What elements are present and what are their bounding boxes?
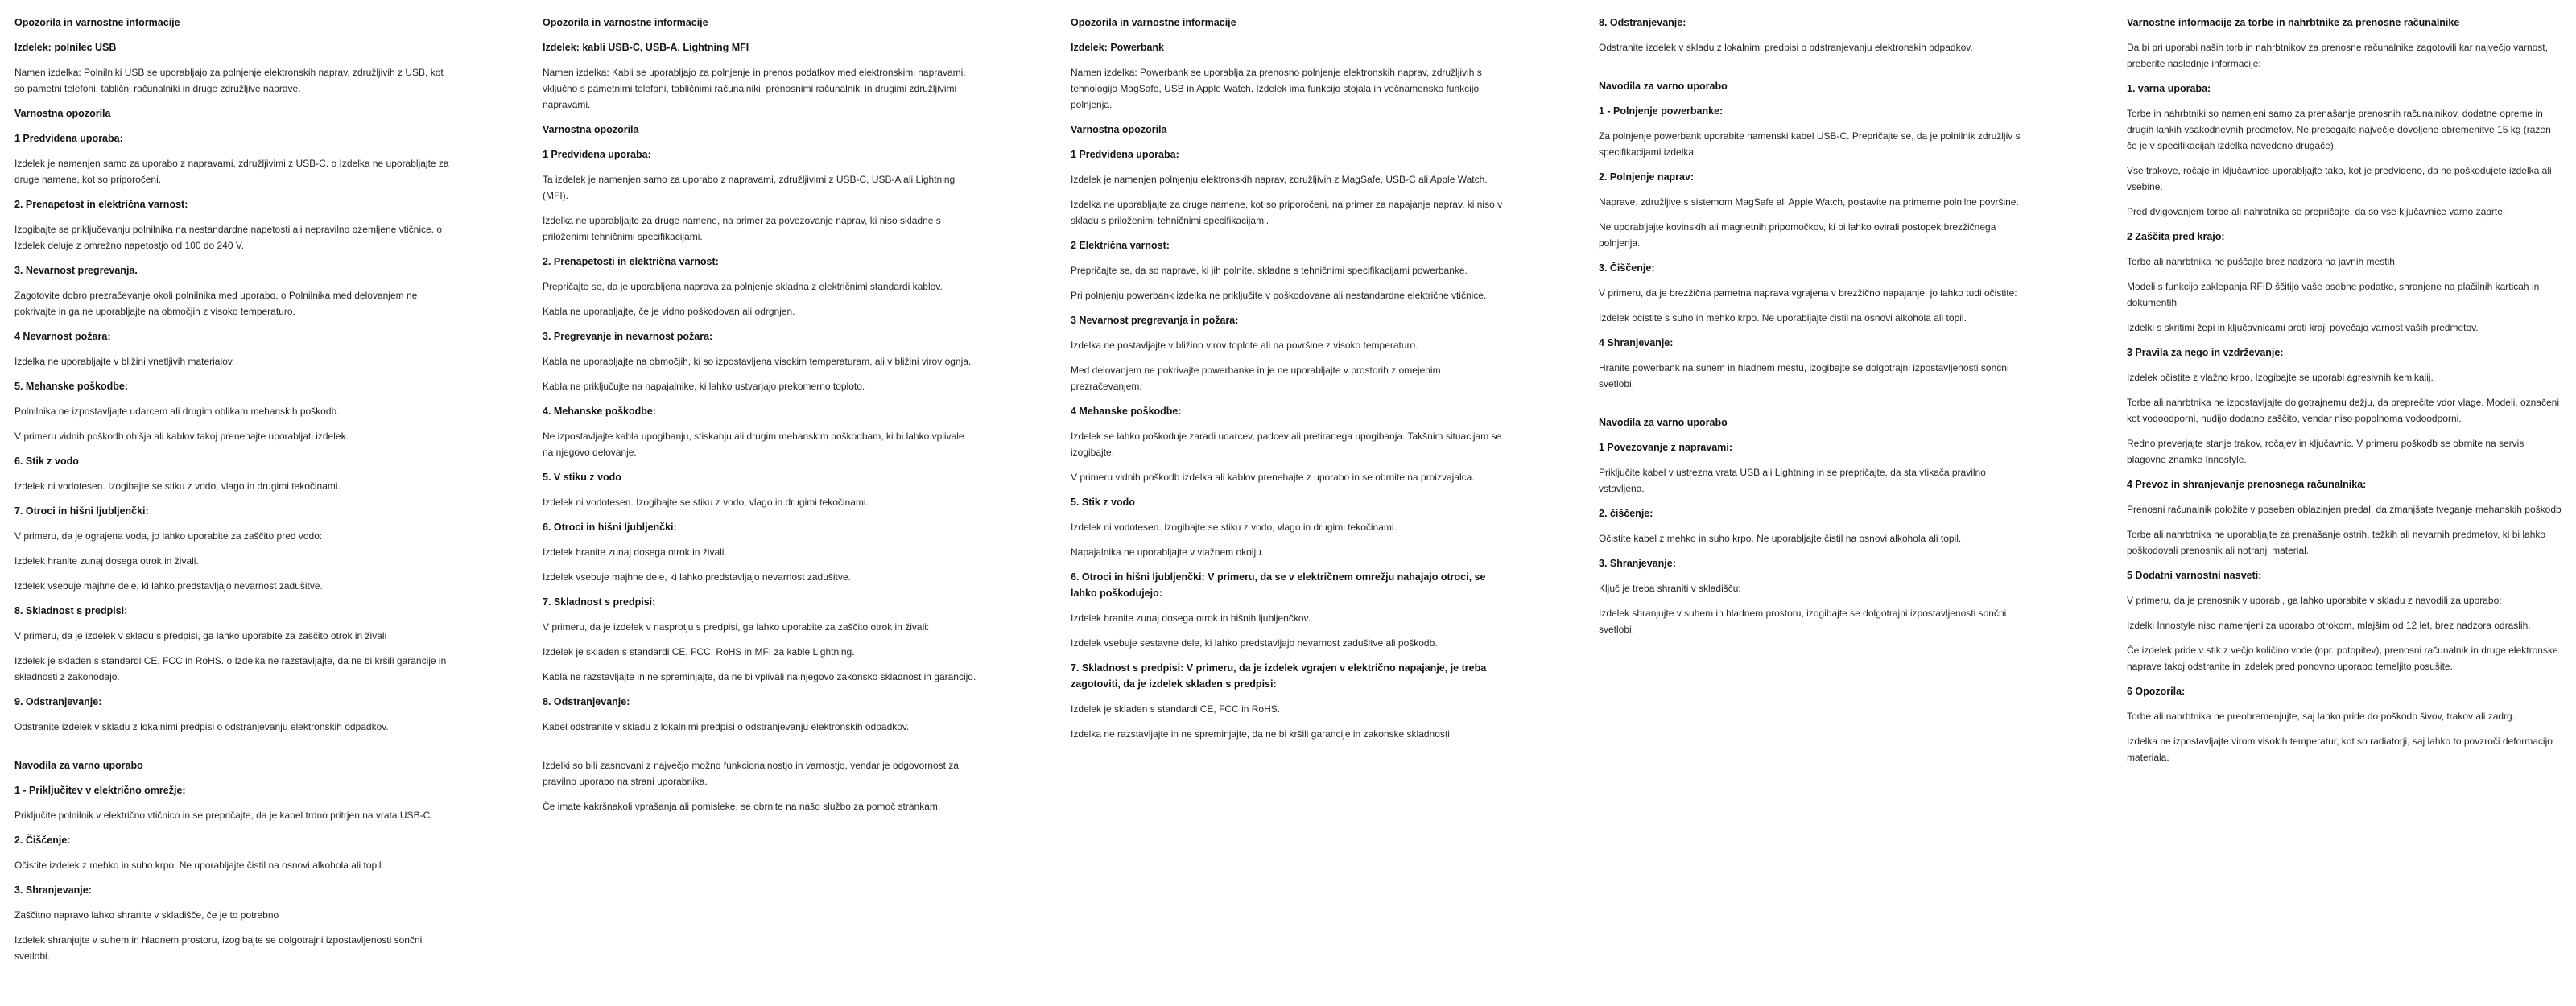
body-paragraph: Izdelek vsebuje sestavne dele, ki lahko predstavljajo nevarnost zadušitve ali poškodb. [1071, 637, 1438, 649]
section-heading: Opozorila in varnostne informacije [543, 17, 708, 28]
body-paragraph: Zaščitno napravo lahko shranite v skladišče, če je to potrebno [14, 909, 279, 921]
body-paragraph: Priključite polnilnik v električno vtičnico in se prepričajte, da je kabel trdno pritrjen na vrata USB-C. [14, 810, 433, 821]
body-paragraph: Redno preverjajte stanje trakov, ročajev in ključavnic. V primeru poškodb se obrnite na servis blagovne znamke Innostyle. [2127, 438, 2524, 465]
body-paragraph: Kabla ne priključujte na napajalnike, ki lahko ustvarjajo prekomerno toploto. [543, 381, 865, 392]
column-charger-usb [14, 14, 449, 973]
body-paragraph: Torbe ali nahrbtnika ne uporabljajte za prenašanje ostrih, težkih ali nevarnih predmetov, ki bi lahko poškodovali prenosnik ali notranji material. [2127, 529, 2546, 556]
body-paragraph: V primeru vidnih poškodb ohišja ali kablov takoj prenehajte uporabljati izdelek. [14, 431, 349, 442]
section-heading: 2. Čiščenje: [14, 835, 71, 846]
section-heading: 2. čiščenje: [1599, 508, 1653, 519]
section-gap [1599, 64, 2033, 78]
body-paragraph: Namen izdelka: Powerbank se uporablja za prenosno polnjenje elektronskih naprav, združljivih s tehnologijo MagSafe, USB in Apple Watch. Izdelek ima funkcijo stojala in večnamensko funkcijo polnjenja. [1071, 67, 1482, 110]
body-paragraph: Izdelki s skritimi žepi in ključavnicami proti kraji povečajo varnost vaših predmetov. [2127, 322, 2479, 333]
body-paragraph: Prepričajte se, da so naprave, ki jih polnite, skladne s tehničnimi specifikacijami powerbanke. [1071, 265, 1468, 276]
section-heading: Izdelek: kabli USB-C, USB-A, Lightning MFI [543, 42, 749, 53]
section-heading: 2 Zaščita pred krajo: [2127, 231, 2225, 242]
body-paragraph: Ne izpostavljajte kabla upogibanju, stiskanju ali drugim mehanskim poškodbam, ki bi lahko vplivale na njegovo delovanje. [543, 431, 964, 458]
body-paragraph: V primeru, da je izdelek v nasprotju s predpisi, ga lahko uporabite za zaščito otrok in živali: [543, 621, 930, 633]
body-paragraph: Namen izdelka: Polnilniki USB se uporabljajo za polnjenje elektronskih naprav, združljivih z USB, kot so pametni telefoni, tablični računalniki in druge združljive naprave. [14, 67, 444, 94]
section-heading: 8. Skladnost s predpisi: [14, 605, 128, 616]
body-paragraph: Izdelki so bili zasnovani z največjo možno funkcionalnostjo in varnostjo, vendar je odgovornost za pravilno uporabo na strani uporabnika. [543, 760, 959, 787]
body-paragraph: Hranite powerbank na suhem in hladnem mestu, izogibajte se dolgotrajni izpostavljenosti sončni svetlobi. [1599, 362, 2009, 390]
body-paragraph: Prenosni računalnik položite v poseben oblazinjen predal, da zmanjšate tveganje mehanskih poškodb [2127, 504, 2562, 515]
body-paragraph: Izdelek vsebuje majhne dele, ki lahko predstavljajo nevarnost zadušitve. [14, 580, 323, 592]
body-paragraph: V primeru vidnih poškodb izdelka ali kablov prenehajte z uporabo in se obrnite na proizvajalca. [1071, 472, 1475, 483]
body-paragraph: Izdelka ne uporabljajte za druge namene, kot so priporočeni, na primer za napajanje naprav, ki niso v skladu s priloženimi tehničnimi specifikacijami. [1071, 199, 1503, 226]
body-paragraph: Med delovanjem ne pokrivajte powerbanke in je ne uporabljajte v prostorih z omejenim prezračevanjem. [1071, 365, 1441, 392]
body-paragraph: Kabel odstranite v skladu z lokalnimi predpisi o odstranjevanju elektronskih odpadkov. [543, 721, 910, 732]
body-paragraph: Če izdelek pride v stik z večjo količino vode (npr. potopitev), prenosni računalnik in druge elektronske naprave takoj odstranite in izdelek pred ponovno uporabo temeljito posušite. [2127, 645, 2558, 672]
section-gap [543, 744, 977, 757]
section-heading: 1 Predvidena uporaba: [543, 149, 651, 160]
section-heading: 5 Dodatni varnostni nasveti: [2127, 570, 2262, 581]
body-paragraph: Odstranite izdelek v skladu z lokalnimi predpisi o odstranjevanju elektronskih odpadkov. [1599, 42, 1973, 53]
section-heading: 7. Skladnost s predpisi: [543, 596, 656, 608]
body-paragraph: Kabla ne uporabljajte na območjih, ki so izpostavljena visokim temperaturam, ali v bližini virov ognja. [543, 356, 972, 367]
body-paragraph: Izdelek je namenjen samo za uporabo z napravami, združljivimi z USB-C. o Izdelka ne uporabljajte za druge namene, kot so priporočeni. [14, 158, 449, 185]
section-heading: 6. Otroci in hišni ljubljenčki: [543, 522, 677, 533]
body-paragraph: Izdelka ne izpostavljajte virom visokih temperatur, kot so radiatorji, saj lahko to povzroči deformacijo materiala. [2127, 736, 2553, 763]
body-paragraph: Zagotovite dobro prezračevanje okoli polnilnika med uporabo. o Polnilnika med delovanjem ne pokrivajte in ga ne uporabljajte na območjih z visoko temperaturo. [14, 290, 418, 317]
section-heading: 1 Povezovanje z napravami: [1599, 442, 1733, 453]
section-heading: Opozorila in varnostne informacije [14, 17, 180, 28]
body-paragraph: Izdelka ne postavljajte v bližino virov toplote ali na površine z visoko temperaturo. [1071, 340, 1418, 351]
section-heading: 7. Skladnost s predpisi: V primeru, da je izdelek vgrajen v električno napajanje, je treba zagotoviti, da je izdelek skladen s predpisi: [1071, 662, 1487, 690]
section-heading: 4 Prevoz in shranjevanje prenosnega računalnika: [2127, 479, 2367, 490]
section-heading: 1 Predvidena uporaba: [14, 133, 123, 144]
body-paragraph: Izdelek je namenjen polnjenju elektronskih naprav, združljivih z MagSafe, USB-C ali Apple Watch. [1071, 174, 1488, 185]
section-heading: Navodila za varno uporabo [1599, 417, 1728, 428]
section-heading: 5. Stik z vodo [1071, 497, 1135, 508]
body-paragraph: Naprave, združljive s sistemom MagSafe ali Apple Watch, postavite na primerne polnilne površine. [1599, 196, 2019, 208]
section-heading: 5. V stiku z vodo [543, 472, 621, 483]
section-heading: 1 - Polnjenje powerbanke: [1599, 105, 1724, 117]
section-heading: 6 Opozorila: [2127, 686, 2186, 697]
section-heading: 8. Odstranjevanje: [543, 696, 630, 707]
section-heading: 9. Odstranjevanje: [14, 696, 102, 707]
body-paragraph: Izdelek ni vodotesen. Izogibajte se stiku z vodo, vlago in drugimi tekočinami. [543, 497, 869, 508]
body-paragraph: Za polnjenje powerbank uporabite namenski kabel USB-C. Prepričajte se, da je polnilnik združljiv s specifikacijami izdelka. [1599, 130, 2021, 158]
body-paragraph: Izdelek hranite zunaj dosega otrok in hišnih ljubljenčkov. [1071, 612, 1311, 624]
body-paragraph: Izdelek očistite z vlažno krpo. Izogibajte se uporabi agresivnih kemikalij. [2127, 372, 2434, 383]
column-usage-instructions [1599, 14, 2033, 646]
body-paragraph: Torbe ali nahrbtnika ne preobremenjujte, saj lahko pride do poškodb šivov, trakov ali zadrg. [2127, 711, 2516, 722]
section-heading: 3 Nevarnost pregrevanja in požara: [1071, 315, 1239, 326]
section-heading: 4. Mehanske poškodbe: [543, 406, 657, 417]
body-paragraph: Očistite izdelek z mehko in suho krpo. Ne uporabljajte čistil na osnovi alkohola ali topil. [14, 860, 384, 871]
section-heading: Navodila za varno uporabo [14, 760, 143, 771]
body-paragraph: V primeru, da je ograjena voda, jo lahko uporabite za zaščito pred vodo: [14, 530, 323, 542]
body-paragraph: Ne uporabljajte kovinskih ali magnetnih pripomočkov, ki bi lahko ovirali postopek brezžičnega polnjenja. [1599, 221, 1996, 249]
body-paragraph: Izdelek očistite s suho in mehko krpo. Ne uporabljajte čistil na osnovi alkohola ali topil. [1599, 312, 1967, 324]
section-heading: 8. Odstranjevanje: [1599, 17, 1686, 28]
section-heading: Navodila za varno uporabo [1599, 80, 1728, 92]
body-paragraph: Polnilnika ne izpostavljajte udarcem ali drugim oblikam mehanskih poškodb. [14, 406, 340, 417]
body-paragraph: Izdelka ne uporabljajte v bližini vnetljivih materialov. [14, 356, 235, 367]
body-paragraph: Izdelek vsebuje majhne dele, ki lahko predstavljajo nevarnost zadušitve. [543, 571, 851, 583]
section-heading: 1 - Priključitev v električno omrežje: [14, 785, 186, 796]
body-paragraph: Izdelek se lahko poškoduje zaradi udarcev, padcev ali pretiranega upogibanja. Takšnim situacijam se izogibajte. [1071, 431, 1502, 458]
body-paragraph: Izdelek shranjujte v suhem in hladnem prostoru, izogibajte se dolgotrajni izpostavljenosti sončni svetlobi. [1599, 608, 2007, 635]
body-paragraph: Izogibajte se priključevanju polnilnika na nestandardne napetosti ali nepravilno ozemljene vtičnice. o Izdelek deluje z omrežno napetostjo od 100 do 240 V. [14, 224, 442, 251]
section-heading: 1 Predvidena uporaba: [1071, 149, 1179, 160]
body-paragraph: Očistite kabel z mehko in suho krpo. Ne uporabljajte čistil na osnovi alkohola ali topil. [1599, 533, 1962, 544]
section-heading: 2. Prenapetost in električna varnost: [14, 199, 188, 210]
section-heading: 4 Mehanske poškodbe: [1071, 406, 1182, 417]
section-heading: 5. Mehanske poškodbe: [14, 381, 129, 392]
section-heading: 3. Nevarnost pregrevanja. [14, 265, 138, 276]
section-heading: 6. Otroci in hišni ljubljenčki: V primeru, da se v električnem omrežju nahajajo otroci, se lahko poškodujejo: [1071, 571, 1486, 599]
body-paragraph: Izdelek je skladen s standardi CE, FCC in RoHS. o Izdelka ne razstavljajte, da ne bi kršili garancije in skladnosti z zakonodajo. [14, 655, 447, 682]
body-paragraph: Da bi pri uporabi naših torb in nahrbtnikov za prenosne računalnike zagotovili kar največjo varnost, preberite naslednje informacije: [2127, 42, 2548, 69]
body-paragraph: Izdelek je skladen s standardi CE, FCC in RoHS. [1071, 703, 1281, 715]
body-paragraph: Torbe ali nahrbtnika ne izpostavljajte dolgotrajnemu dežju, da preprečite vdor vlage. Modeli, označeni kot vodoodporni, nudijo dodatno zaščito, vendar niso popolnoma vodoodporni. [2127, 397, 2559, 424]
section-heading: 3. Čiščenje: [1599, 262, 1655, 274]
section-heading: Varnostna opozorila [14, 108, 111, 119]
body-paragraph: Izdelek je skladen s standardi CE, FCC, RoHS in MFI za kable Lightning. [543, 646, 855, 658]
section-heading: Izdelek: Powerbank [1071, 42, 1165, 53]
body-paragraph: Izdelek shranjujte v suhem in hladnem prostoru, izogibajte se dolgotrajni izpostavljenosti sončni svetlobi. [14, 934, 423, 962]
column-powerbank [1071, 14, 1505, 751]
body-paragraph: Namen izdelka: Kabli se uporabljajo za polnjenje in prenos podatkov med elektronskimi napravami, vključno s pametnimi telefoni, tabličnimi računalniki, prenosnimi računalniki in drugimi združljivimi napravami. [543, 67, 966, 110]
section-gap [1599, 401, 2033, 414]
section-heading: 2. Prenapetosti in električna varnost: [543, 256, 719, 267]
section-heading: 3 Pravila za nego in vzdrževanje: [2127, 347, 2284, 358]
body-paragraph: Pri polnjenju powerbank izdelka ne priključite v poškodovane ali nestandardne električne vtičnice. [1071, 290, 1487, 301]
body-paragraph: V primeru, da je izdelek v skladu s predpisi, ga lahko uporabite za zaščito otrok in živali [14, 630, 387, 641]
section-heading: 3. Pregrevanje in nevarnost požara: [543, 331, 713, 342]
body-paragraph: Kabla ne uporabljajte, če je vidno poškodovan ali odrgnjen. [543, 306, 795, 317]
body-paragraph: Če imate kakršnakoli vprašanja ali pomisleke, se obrnite na našo službo za pomoč strankam. [543, 801, 941, 812]
column-laptop-bags [2127, 14, 2562, 774]
section-heading: 4 Nevarnost požara: [14, 331, 111, 342]
body-paragraph: Izdelek ni vodotesen. Izogibajte se stiku z vodo, vlago in drugimi tekočinami. [14, 480, 341, 492]
section-heading: 4 Shranjevanje: [1599, 337, 1674, 348]
body-paragraph: Kabla ne razstavljajte in ne spreminjajte, da ne bi vplivali na njegovo zakonsko skladnost in garancijo. [543, 671, 976, 682]
body-paragraph: Modeli s funkcijo zaklepanja RFID ščitijo vaše osebne podatke, shranjene na plačilnih karticah in dokumentih [2127, 281, 2540, 308]
column-cables [543, 14, 977, 823]
body-paragraph: Izdelek hranite zunaj dosega otrok in živali. [14, 555, 199, 567]
body-paragraph: Izdelki Innostyle niso namenjeni za uporabo otrokom, mlajšim od 12 let, brez nadzora odraslih. [2127, 620, 2531, 631]
section-heading: 3. Shranjevanje: [14, 884, 92, 896]
body-paragraph: V primeru, da je prenosnik v uporabi, ga lahko uporabite v skladu z navodili za uporabo: [2127, 595, 2502, 606]
section-heading: Varnostna opozorila [543, 124, 639, 135]
body-paragraph: Torbe in nahrbtniki so namenjeni samo za prenašanje prenosnih računalnikov, dodatne opreme in drugih lahkih vsakodnevnih predmetov. Ne presegajte največje dovoljene obremenitve 15 kg (razen če je v specifikacijah izdelka navedeno drugače). [2127, 108, 2551, 151]
section-heading: 6. Stik z vodo [14, 456, 79, 467]
body-paragraph: Ta izdelek je namenjen samo za uporabo z napravami, združljivimi z USB-C, USB-A ali Lightning (MFI). [543, 174, 956, 201]
section-heading: 2. Polnjenje naprav: [1599, 171, 1695, 183]
body-paragraph: Vse trakove, ročaje in ključavnice uporabljajte tako, kot je predvideno, da ne poškodujete izdelka ali vsebine. [2127, 165, 2552, 192]
section-heading: 7. Otroci in hišni ljubljenčki: [14, 505, 149, 517]
section-heading: Varnostna opozorila [1071, 124, 1167, 135]
body-paragraph: Torbe ali nahrbtnika ne puščajte brez nadzora na javnih mestih. [2127, 256, 2398, 267]
section-heading: 3. Shranjevanje: [1599, 558, 1676, 569]
section-heading: Opozorila in varnostne informacije [1071, 17, 1236, 28]
body-paragraph: V primeru, da je brezžična pametna naprava vgrajena v brezžično napajanje, jo lahko tudi očistite: [1599, 287, 2017, 299]
body-paragraph: Priključite kabel v ustrezna vrata USB ali Lightning in se prepričajte, da sta vtikača pravilno vstavljena. [1599, 467, 1986, 494]
section-heading: 2 Električna varnost: [1071, 240, 1170, 251]
body-paragraph: Izdelek ni vodotesen. Izogibajte se stiku z vodo, vlago in drugimi tekočinami. [1071, 522, 1397, 533]
section-heading: Varnostne informacije za torbe in nahrbtnike za prenosne računalnike [2127, 17, 2460, 28]
body-paragraph: Izdelek hranite zunaj dosega otrok in živali. [543, 546, 727, 558]
body-paragraph: Napajalnika ne uporabljajte v vlažnem okolju. [1071, 546, 1265, 558]
section-heading: 1. varna uporaba: [2127, 83, 2211, 94]
body-paragraph: Odstranite izdelek v skladu z lokalnimi predpisi o odstranjevanju elektronskih odpadkov. [14, 721, 389, 732]
section-gap [14, 744, 449, 757]
body-paragraph: Izdelka ne uporabljajte za druge namene, na primer za povezovanje naprav, ki niso skladne s priloženimi tehničnimi specifikacijami. [543, 215, 941, 242]
body-paragraph: Prepričajte se, da je uporabljena naprava za polnjenje skladna z električnimi standardi kablov. [543, 281, 943, 292]
body-paragraph: Izdelka ne razstavljajte in ne spreminjajte, da ne bi kršili garancije in zakonske skladnosti. [1071, 728, 1453, 740]
body-paragraph: Pred dvigovanjem torbe ali nahrbtnika se prepričajte, da so vse ključavnice varno zaprte. [2127, 206, 2506, 217]
section-heading: Izdelek: polnilec USB [14, 42, 117, 53]
body-paragraph: Ključ je treba shraniti v skladišču: [1599, 583, 1741, 594]
